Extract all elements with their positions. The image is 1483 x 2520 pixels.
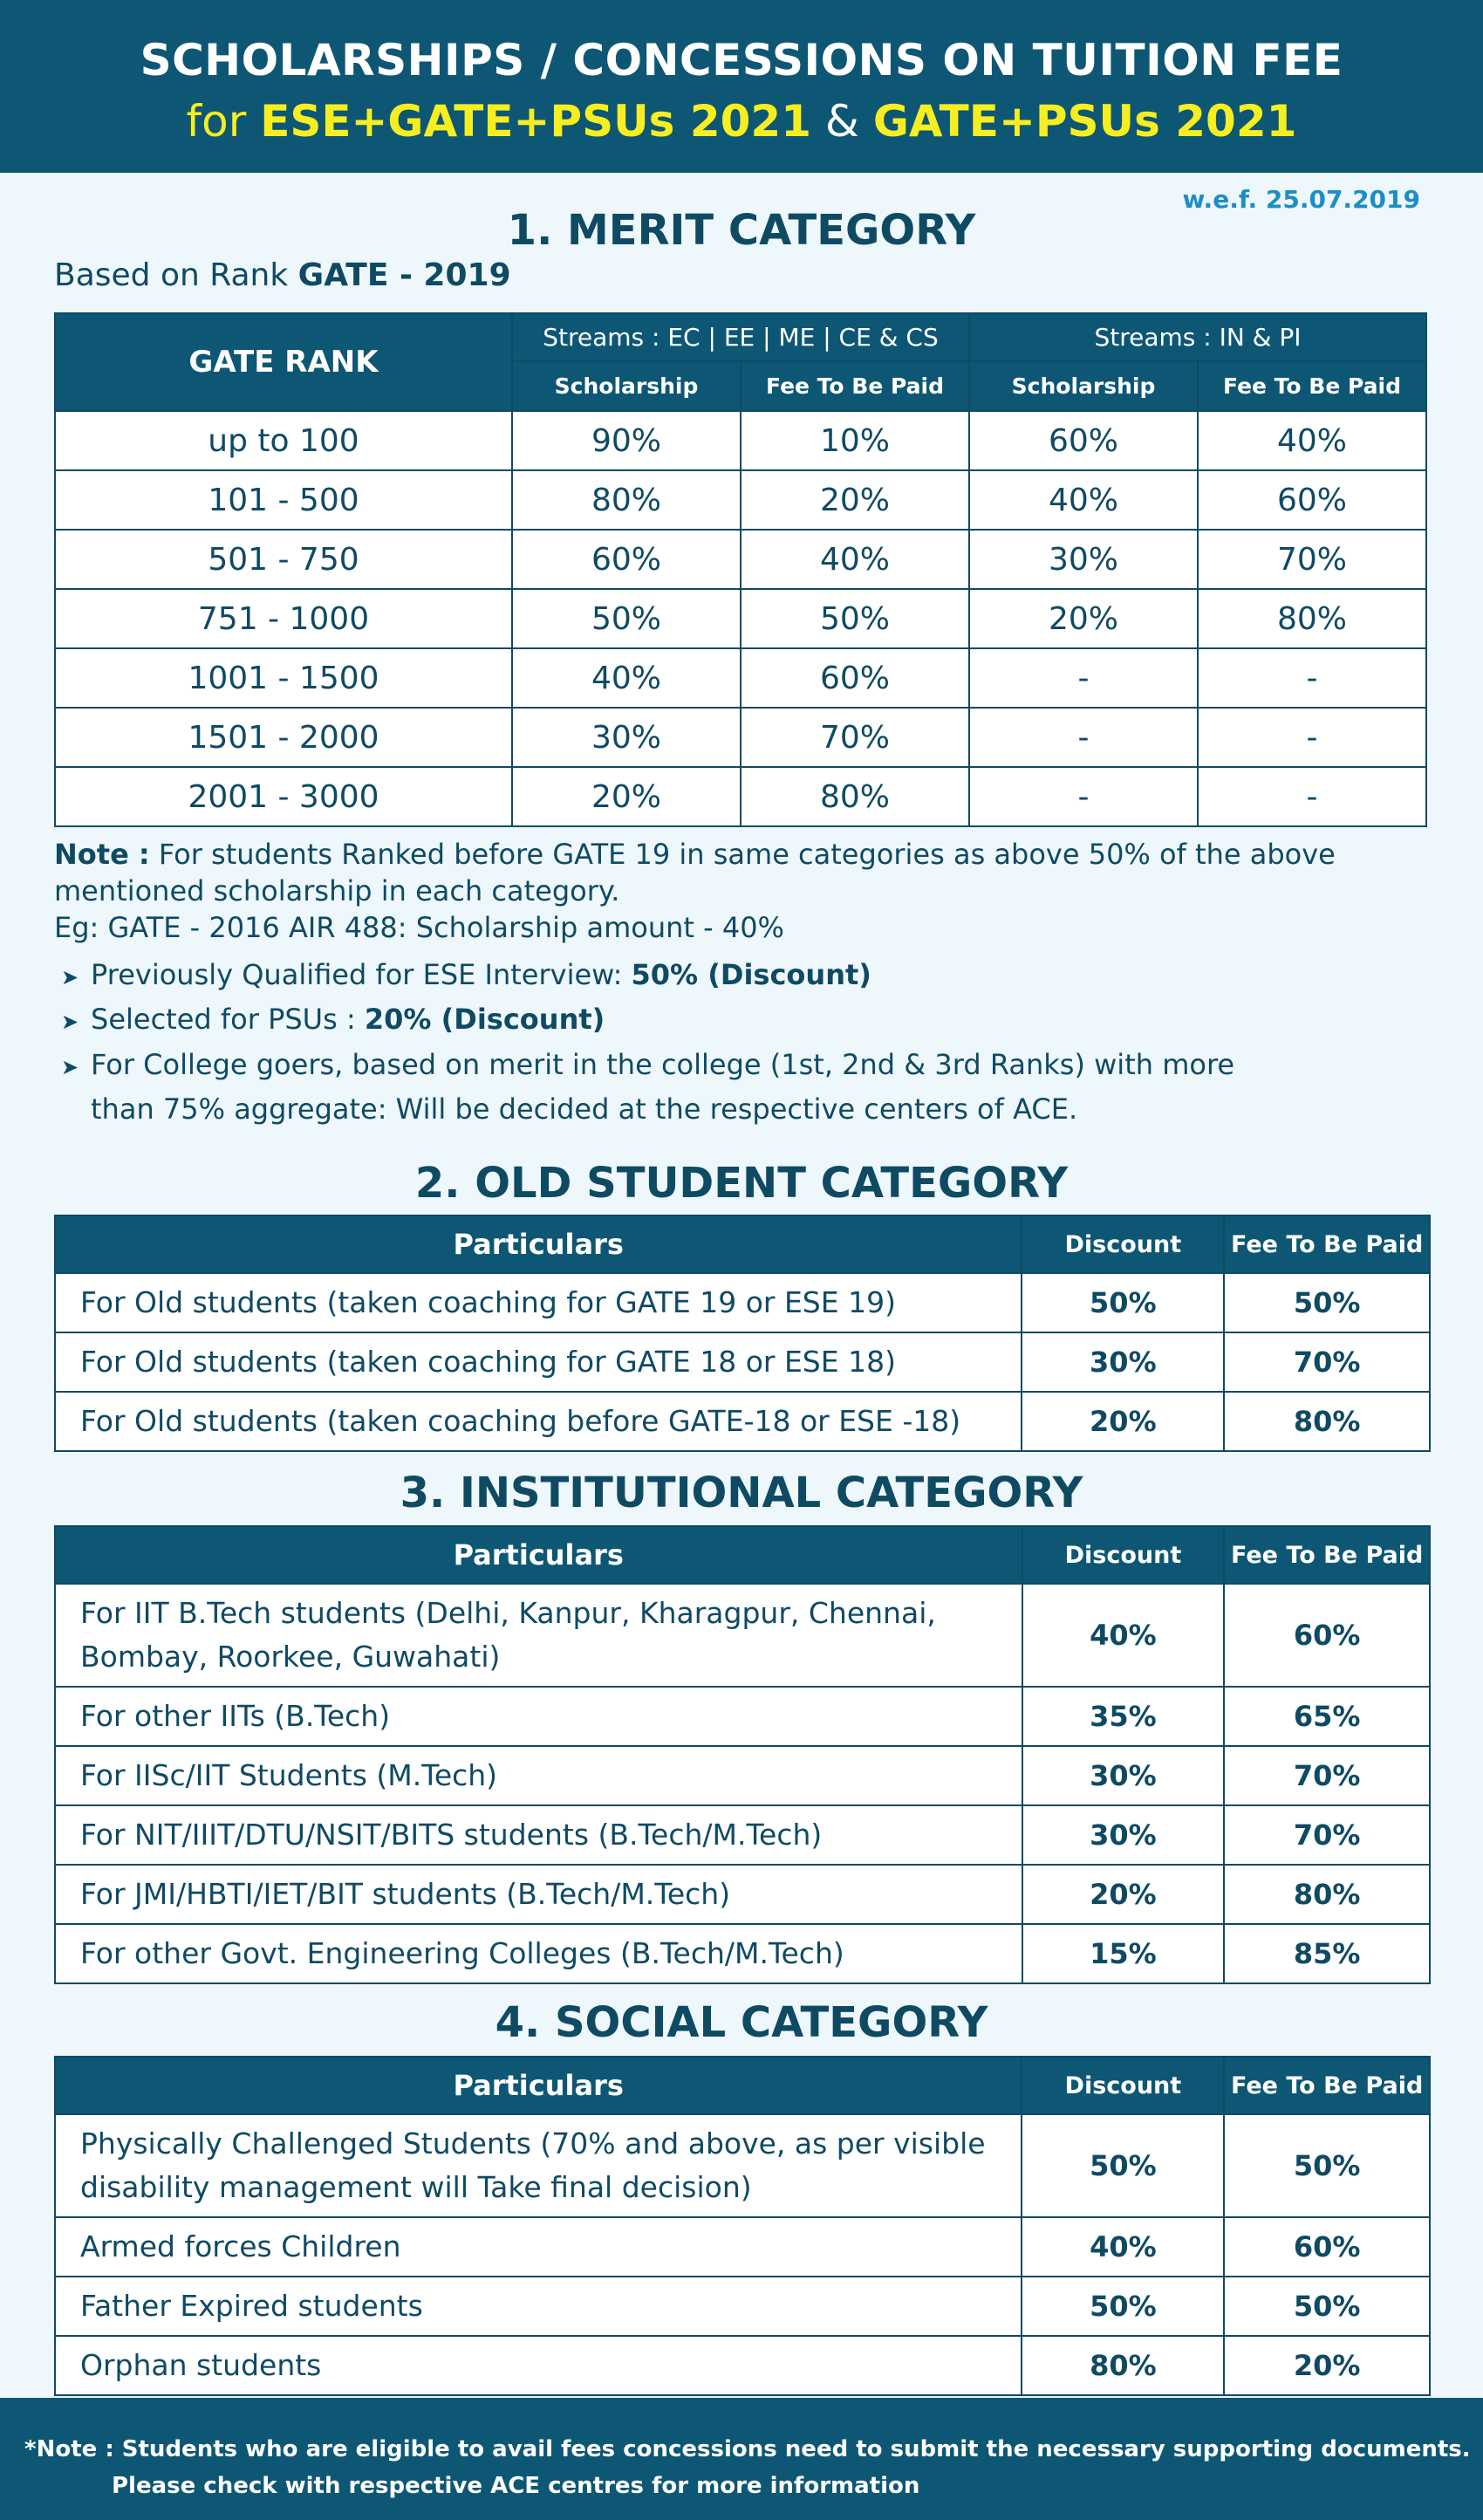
discount-cell: 50%	[1022, 2277, 1224, 2336]
fee-cell: 80%	[1224, 1865, 1430, 1924]
merit-table-body	[55, 411, 1426, 826]
institutional-section-title: 3. INSTITUTIONAL CATEGORY	[400, 1469, 1083, 1517]
table-row	[55, 470, 1426, 530]
col-discount: Discount	[1022, 2057, 1224, 2114]
scholarship-cell: 30%	[969, 530, 1198, 589]
footer-note-line-1: *Note : Students who are eligible to avail fees concessions need to submit the necessary supporting documents.	[24, 2436, 1471, 2462]
col-fee-to-be-paid: Fee To Be Paid	[1224, 1526, 1430, 1584]
particulars-cell: For other IITs (B.Tech)	[55, 1687, 1022, 1746]
based-on-rank-label: Based on Rank	[54, 257, 289, 293]
fee-cell: 65%	[1224, 1687, 1430, 1746]
fee-cell: 50%	[1224, 1273, 1430, 1332]
bullet-discount: 50% (Discount)	[631, 958, 871, 991]
discount-cell: 35%	[1022, 1687, 1225, 1746]
old-student-section-title: 2. OLD STUDENT CATEGORY	[414, 1159, 1069, 1208]
fee-cell: 70%	[1224, 1332, 1430, 1392]
fee-cell: 80%	[1198, 589, 1426, 648]
note-example: Eg: GATE - 2016 AIR 488: Scholarship amount - 40%	[54, 911, 784, 944]
footer-note	[0, 2398, 1483, 2520]
rank-cell: 501 - 750	[55, 530, 512, 589]
discount-cell: 20%	[1022, 1392, 1224, 1451]
fee-cell: 80%	[1224, 1392, 1430, 1451]
scholarship-cell: 50%	[512, 589, 741, 648]
table-row	[55, 1687, 1430, 1746]
bullet-text: Previously Qualified for ESE Interview:	[91, 958, 623, 991]
particulars-cell: For IIT B.Tech students (Delhi, Kanpur, Kharagpur, Chennai, Bombay, Roorkee, Guwahati)	[55, 1584, 1022, 1687]
particulars-cell: For Old students (taken coaching for GATE 18 or ESE 18)	[55, 1332, 1022, 1392]
scholarship-cell: 60%	[512, 530, 741, 589]
col-gate-rank: GATE RANK	[55, 313, 512, 411]
rank-cell: 1001 - 1500	[55, 648, 512, 708]
bullet-ese-interview	[61, 954, 871, 998]
rank-cell: 2001 - 3000	[55, 767, 512, 826]
fee-cell: 50%	[741, 589, 969, 648]
fee-cell: 60%	[1224, 2217, 1430, 2277]
col-scholarship: Scholarship	[969, 361, 1198, 411]
table-row	[55, 708, 1426, 767]
table-row	[55, 411, 1426, 470]
scholarship-cell: 90%	[512, 411, 741, 470]
institutional-table-body	[55, 1584, 1430, 1983]
particulars-cell: For Old students (taken coaching for GATE 19 or ESE 19)	[55, 1273, 1022, 1332]
subtitle-amp: &	[824, 96, 859, 147]
particulars-cell: For Old students (taken coaching before GATE-18 or ESE -18)	[55, 1392, 1022, 1451]
particulars-cell: Physically Challenged Students (70% and above, as per visible disability management will Take final decision)	[55, 2114, 1022, 2217]
table-row	[55, 1865, 1430, 1924]
arrow-icon: ➤	[61, 1055, 79, 1079]
fee-cell: 70%	[1198, 530, 1426, 589]
fee-cell: 60%	[741, 648, 969, 708]
fee-cell: 70%	[741, 708, 969, 767]
fee-cell: 60%	[1224, 1584, 1430, 1687]
col-discount: Discount	[1022, 1215, 1224, 1273]
fee-cell: -	[1198, 648, 1426, 708]
bullet-text-continued: than 75% aggregate: Will be decided at the respective centers of ACE.	[91, 1092, 1078, 1126]
col-stream-ec-ee-me-ce-cs: Streams : EC | EE | ME | CE & CS	[512, 313, 969, 361]
particulars-cell: Father Expired students	[55, 2277, 1022, 2336]
table-row	[55, 1273, 1430, 1332]
merit-table	[54, 312, 1427, 827]
table-row	[55, 1332, 1430, 1392]
scholarship-cell: 60%	[969, 411, 1198, 470]
page-title: SCHOLARSHIPS / CONCESSIONS ON TUITION FEE	[140, 35, 1343, 86]
table-row	[55, 2336, 1430, 2395]
subtitle-course-2: GATE+PSUs 2021	[872, 96, 1297, 147]
table-row	[55, 2277, 1430, 2336]
note-label: Note :	[54, 838, 150, 871]
discount-cell: 30%	[1022, 1332, 1224, 1392]
scholarship-cell: -	[969, 648, 1198, 708]
page-header	[0, 0, 1483, 173]
subtitle-course-1: ESE+GATE+PSUs 2021	[260, 96, 812, 147]
particulars-cell: Armed forces Children	[55, 2217, 1022, 2277]
scholarship-cell: 40%	[512, 648, 741, 708]
scholarship-cell: -	[969, 708, 1198, 767]
arrow-icon: ➤	[61, 965, 79, 990]
discount-cell: 80%	[1022, 2336, 1224, 2395]
social-table-body	[55, 2114, 1430, 2395]
subtitle-for: for	[186, 96, 247, 147]
discount-cell: 50%	[1022, 2114, 1224, 2217]
particulars-cell: For JMI/HBTI/IET/BIT students (B.Tech/M.Tech)	[55, 1865, 1022, 1924]
col-discount: Discount	[1022, 1526, 1225, 1584]
scholarship-cell: -	[969, 767, 1198, 826]
merit-section-title: 1. MERIT CATEGORY	[507, 206, 976, 255]
rank-cell: up to 100	[55, 411, 512, 470]
table-row	[55, 1805, 1430, 1865]
old-student-table-body	[55, 1273, 1430, 1451]
rank-cell: 751 - 1000	[55, 589, 512, 648]
table-row	[55, 1584, 1430, 1687]
based-on-rank	[54, 257, 511, 293]
col-fee-to-be-paid: Fee To Be Paid	[1224, 2057, 1430, 2114]
arrow-icon: ➤	[61, 1010, 79, 1034]
fee-cell: 50%	[1224, 2114, 1430, 2217]
discount-cell: 30%	[1022, 1746, 1225, 1805]
fee-cell: 20%	[741, 470, 969, 530]
based-on-rank-exam: GATE - 2019	[297, 257, 511, 293]
scholarship-cell: 80%	[512, 470, 741, 530]
fee-cell: 60%	[1198, 470, 1426, 530]
discount-cell: 40%	[1022, 2217, 1224, 2277]
col-fee-to-be-paid: Fee To Be Paid	[1224, 1215, 1430, 1273]
table-row	[55, 648, 1426, 708]
table-row	[55, 589, 1426, 648]
social-table	[54, 2056, 1431, 2396]
particulars-cell: For other Govt. Engineering Colleges (B.Tech/M.Tech)	[55, 1924, 1022, 1983]
fee-cell: 20%	[1224, 2336, 1430, 2395]
note-text: For students Ranked before GATE 19 in same categories as above 50% of the above mentioned scholarship in each category.	[54, 838, 1336, 907]
fee-cell: 50%	[1224, 2277, 1430, 2336]
scholarship-cell: 20%	[512, 767, 741, 826]
fee-cell: -	[1198, 708, 1426, 767]
table-row	[55, 2217, 1430, 2277]
fee-cell: -	[1198, 767, 1426, 826]
fee-cell: 40%	[1198, 411, 1426, 470]
footer-note-line-2: Please check with respective ACE centres for more information	[112, 2473, 920, 2499]
effective-date: w.e.f. 25.07.2019	[1182, 185, 1420, 214]
bullet-psus	[61, 998, 605, 1043]
col-fee-to-be-paid: Fee To Be Paid	[741, 361, 969, 411]
rank-cell: 1501 - 2000	[55, 708, 512, 767]
table-row	[55, 2114, 1430, 2217]
col-stream-in-pi: Streams : IN & PI	[969, 313, 1426, 361]
col-scholarship: Scholarship	[512, 361, 741, 411]
discount-cell: 30%	[1022, 1805, 1225, 1865]
bullet-text: For College goers, based on merit in the college (1st, 2nd & 3rd Ranks) with more	[91, 1048, 1235, 1081]
scholarship-cell: 20%	[969, 589, 1198, 648]
table-row	[55, 767, 1426, 826]
discount-cell: 15%	[1022, 1924, 1225, 1983]
merit-note	[54, 836, 1432, 946]
fee-cell: 40%	[741, 530, 969, 589]
particulars-cell: For IISc/IIT Students (M.Tech)	[55, 1746, 1022, 1805]
col-particulars: Particulars	[55, 1215, 1022, 1273]
fee-cell: 80%	[741, 767, 969, 826]
discount-cell: 20%	[1022, 1865, 1225, 1924]
fee-cell: 10%	[741, 411, 969, 470]
fee-cell: 70%	[1224, 1805, 1430, 1865]
particulars-cell: For NIT/IIIT/DTU/NSIT/BITS students (B.Tech/M.Tech)	[55, 1805, 1022, 1865]
fee-cell: 70%	[1224, 1746, 1430, 1805]
col-particulars: Particulars	[55, 1526, 1022, 1584]
bullet-discount: 20% (Discount)	[364, 1003, 605, 1036]
table-row	[55, 1924, 1430, 1983]
bullet-text: Selected for PSUs :	[91, 1003, 356, 1036]
table-row	[55, 1746, 1430, 1805]
col-fee-to-be-paid: Fee To Be Paid	[1198, 361, 1426, 411]
table-row	[55, 530, 1426, 589]
bullet-college-goers	[61, 1044, 1234, 1130]
old-student-table	[54, 1215, 1431, 1452]
page-subtitle	[0, 96, 1483, 147]
fee-cell: 85%	[1224, 1924, 1430, 1983]
discount-cell: 50%	[1022, 1273, 1224, 1332]
discount-cell: 40%	[1022, 1584, 1225, 1687]
scholarship-cell: 40%	[969, 470, 1198, 530]
institutional-table	[54, 1525, 1431, 1984]
rank-cell: 101 - 500	[55, 470, 512, 530]
particulars-cell: Orphan students	[55, 2336, 1022, 2395]
table-row	[55, 1392, 1430, 1451]
col-particulars: Particulars	[55, 2057, 1022, 2114]
scholarship-cell: 30%	[512, 708, 741, 767]
social-section-title: 4. SOCIAL CATEGORY	[495, 1998, 988, 2047]
